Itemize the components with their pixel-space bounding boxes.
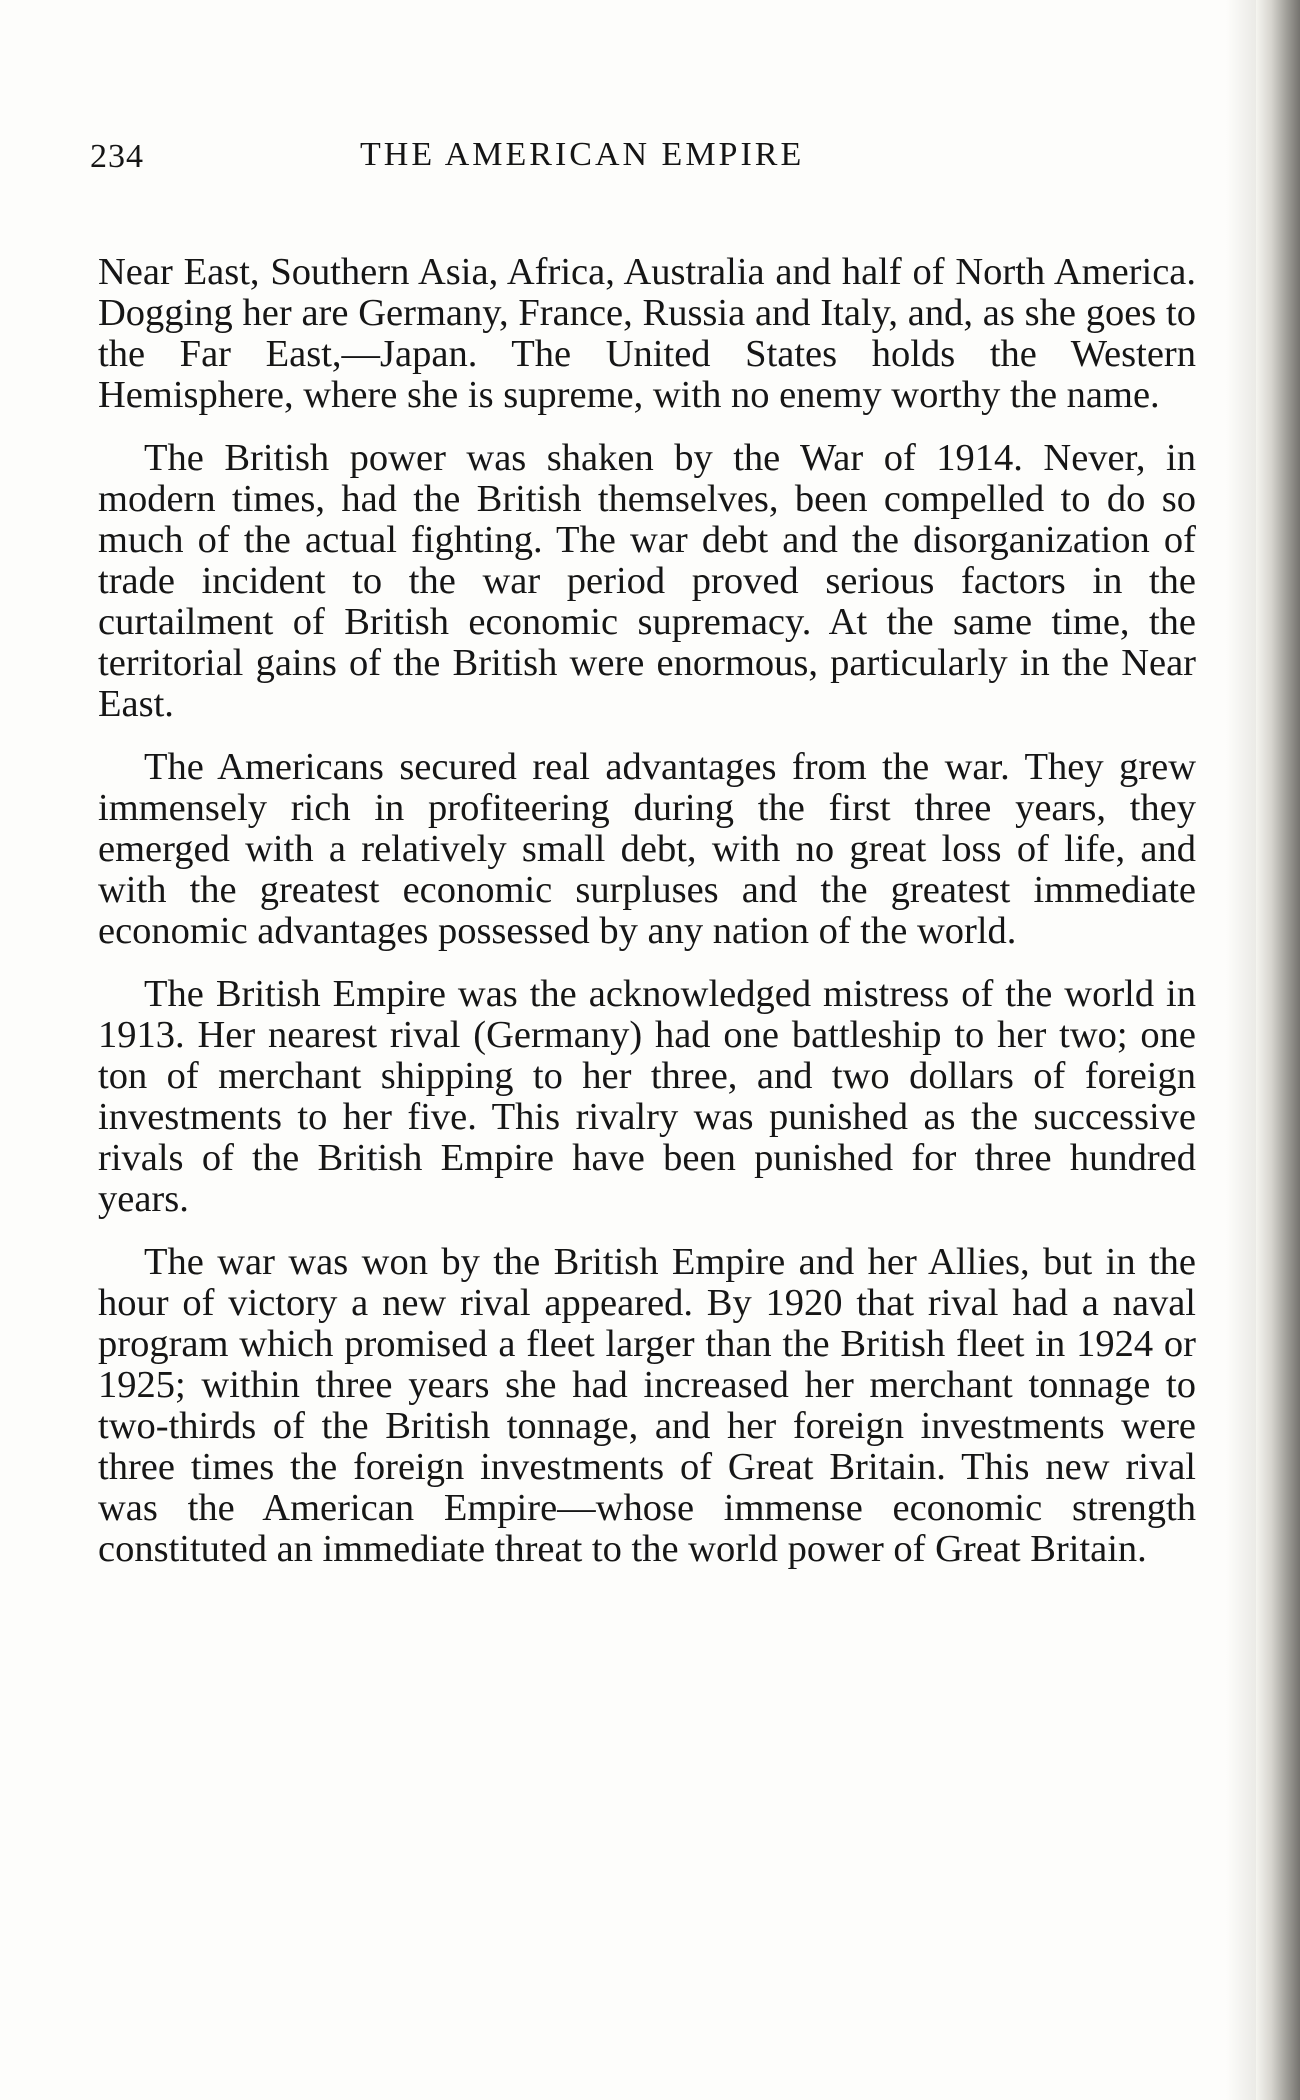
paragraph: The Americans secured real advantages from the war. They grew immensely rich in profiteering during the first three years, they emerged with a relatively small debt, with no great loss of life, and with the greatest economic surpluses and the greatest immediate economic advantages possessed by any nation of the world. <box>98 746 1196 952</box>
book-title: THE AMERICAN EMPIRE <box>360 136 805 173</box>
page-edge <box>1256 0 1300 2100</box>
paragraph: The war was won by the British Empire and her Allies, but in the hour of victory a new rival appeared. By 1920 that rival had a naval program which promised a fleet larger than the British fleet in 1924 or 1925; within three years she had increased her merchant tonnage to two-thirds of the British tonnage, and her foreign investments were three times the foreign investments of Great Britain. This new rival was the American Empire—whose immense economic strength constituted an immediate threat to the world power of Great Britain. <box>98 1241 1196 1570</box>
page-edge-shadow <box>1226 0 1256 2100</box>
body-text <box>98 252 1196 1592</box>
running-head <box>90 138 1200 198</box>
page-number: 234 <box>90 138 144 175</box>
paragraph-continued: Near East, Southern Asia, Africa, Australia and half of North America. Dogging her are Germany, France, Russia and Italy, and, as she goes to the Far East,—Japan. The United States holds the Western Hemisphere, where she is supreme, with no enemy worthy the name. <box>98 251 1196 416</box>
paragraph: The British power was shaken by the War of 1914. Never, in modern times, had the British themselves, been compelled to do so much of the actual fighting. The war debt and the disorganization of trade incident to the war period proved serious factors in the curtailment of British economic supremacy. At the same time, the territorial gains of the British were enormous, particularly in the Near East. <box>98 437 1196 725</box>
paragraph: The British Empire was the acknowledged mistress of the world in 1913. Her nearest rival (Germany) had one battleship to her two; one ton of merchant shipping to her three, and two dollars of foreign investments to her five. This rivalry was punished as the successive rivals of the British Empire have been punished for three hundred years. <box>98 973 1196 1220</box>
